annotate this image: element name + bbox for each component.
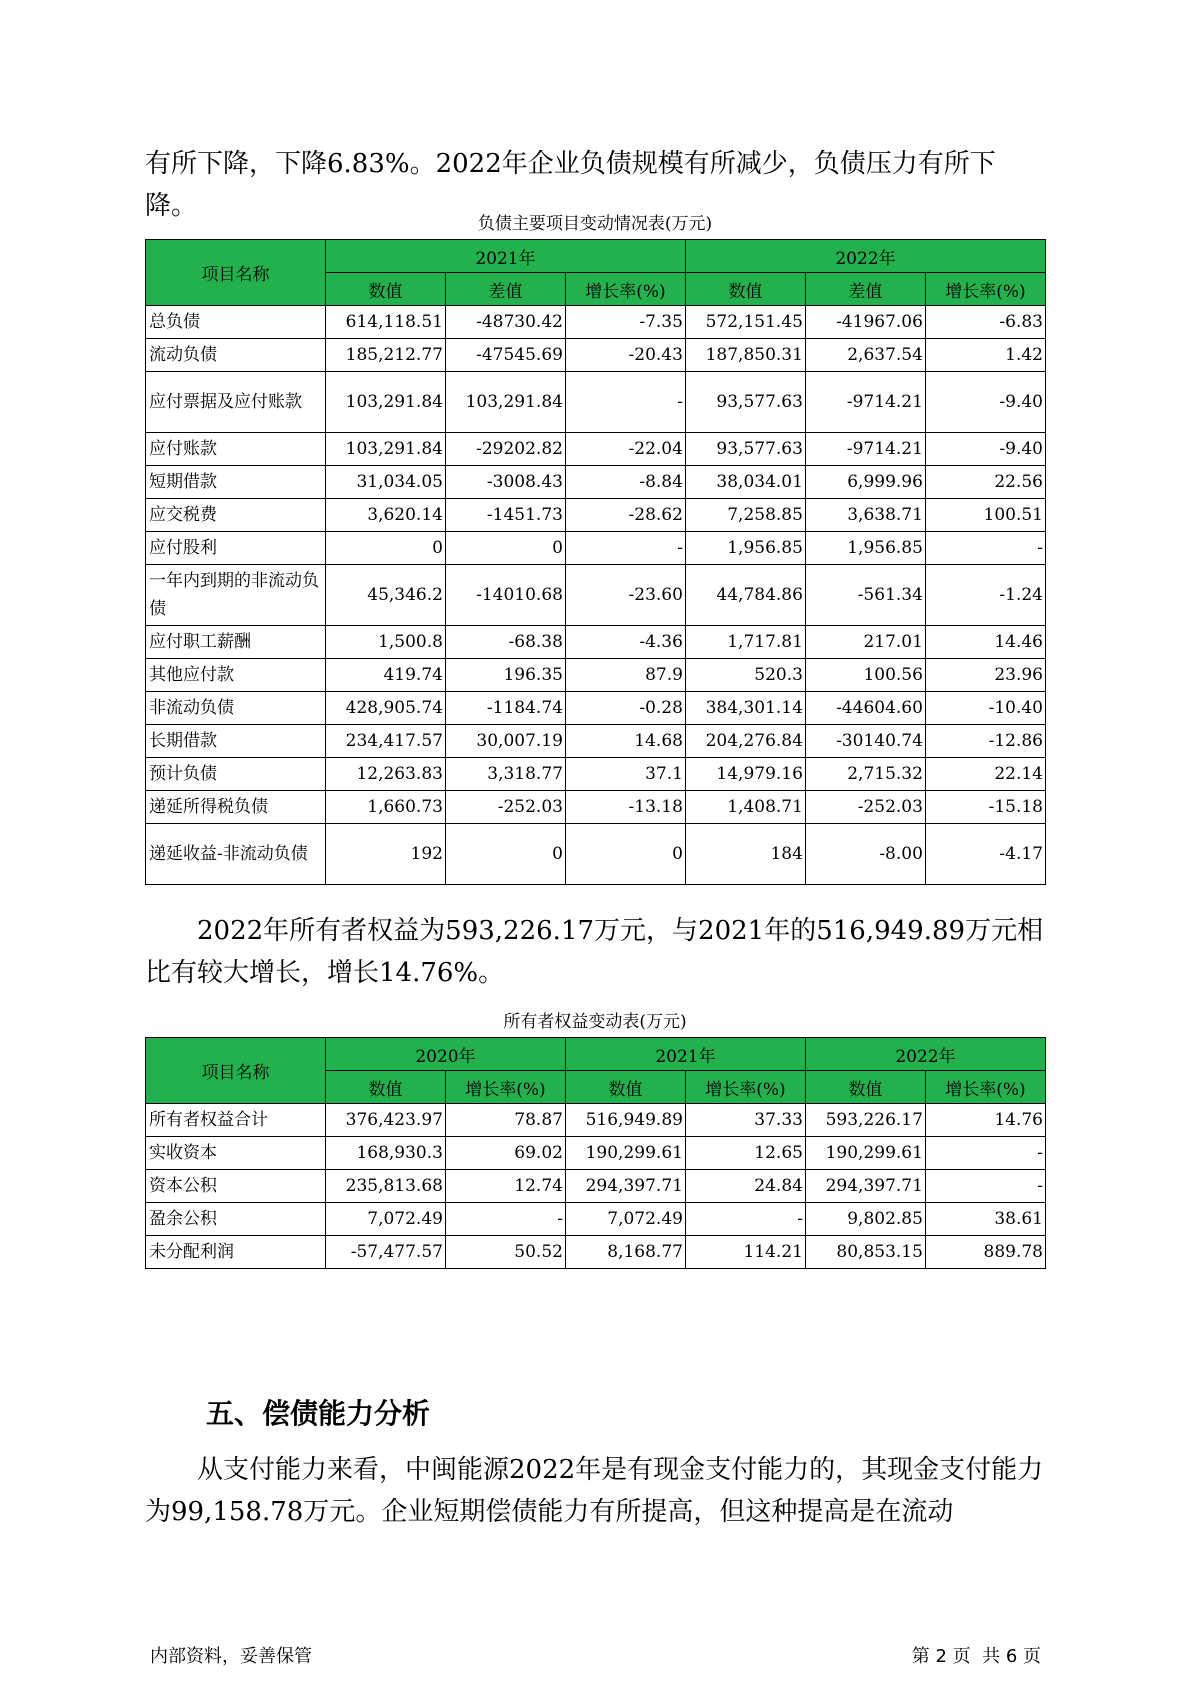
table-cell: 38.61 — [925, 1203, 1045, 1236]
table-cell: 294,397.71 — [565, 1170, 685, 1203]
sub-header: 数值 — [325, 1071, 445, 1104]
table-row — [146, 1170, 1046, 1203]
table-row — [146, 499, 1046, 532]
table-cell: 37.1 — [565, 758, 685, 791]
table-cell: 44,784.86 — [685, 565, 805, 626]
sub-header: 数值 — [325, 273, 445, 306]
table-cell: -30140.74 — [805, 725, 925, 758]
table-cell: -3008.43 — [445, 466, 565, 499]
footer-confidential-note: 内部资料，妥善保管 — [150, 1646, 312, 1667]
table-cell: 6,999.96 — [805, 466, 925, 499]
table-cell: 103,291.84 — [325, 433, 445, 466]
table-row — [146, 1104, 1046, 1137]
table-cell: -8.00 — [805, 824, 925, 885]
table-row — [146, 824, 1046, 885]
table-cell: 217.01 — [805, 626, 925, 659]
table-cell: 185,212.77 — [325, 339, 445, 372]
table-cell: 1,956.85 — [685, 532, 805, 565]
table-cell: 12.65 — [685, 1137, 805, 1170]
footer-page-number: 第 2 页 共 6 页 — [911, 1646, 1041, 1667]
table-cell: -7.35 — [565, 306, 685, 339]
table-row — [146, 1236, 1046, 1269]
row-item-name: 一年内到期的非流动负债 — [146, 565, 326, 626]
row-item-name: 所有者权益合计 — [146, 1104, 326, 1137]
table-cell: 80,853.15 — [805, 1236, 925, 1269]
table-cell: 7,072.49 — [325, 1203, 445, 1236]
table-cell: -68.38 — [445, 626, 565, 659]
table-cell: -9.40 — [925, 372, 1045, 433]
table-cell: 384,301.14 — [685, 692, 805, 725]
item-name-header: 项目名称 — [146, 240, 326, 306]
table-row — [146, 659, 1046, 692]
table-row — [146, 791, 1046, 824]
table-cell: 14.46 — [925, 626, 1045, 659]
sub-header: 增长率(%) — [685, 1071, 805, 1104]
table-cell: 7,258.85 — [685, 499, 805, 532]
table-cell: - — [565, 372, 685, 433]
table-cell: 1,408.71 — [685, 791, 805, 824]
table-cell: 1,500.8 — [325, 626, 445, 659]
table-cell: -57,477.57 — [325, 1236, 445, 1269]
table-cell: 572,151.45 — [685, 306, 805, 339]
table-cell: 1.42 — [925, 339, 1045, 372]
table-cell: 78.87 — [445, 1104, 565, 1137]
table-cell: -1451.73 — [445, 499, 565, 532]
table-cell: - — [685, 1203, 805, 1236]
table-cell: 889.78 — [925, 1236, 1045, 1269]
sub-header: 增长率(%) — [445, 1071, 565, 1104]
table-cell: 1,660.73 — [325, 791, 445, 824]
table-cell: 0 — [445, 532, 565, 565]
equity-table-caption: 所有者权益变动表(万元) — [503, 1012, 687, 1032]
sub-header: 数值 — [805, 1071, 925, 1104]
table-cell: - — [925, 1137, 1045, 1170]
table-cell: 9,802.85 — [805, 1203, 925, 1236]
table-cell: -1184.74 — [445, 692, 565, 725]
sub-header: 差值 — [445, 273, 565, 306]
table-cell: 1,717.81 — [685, 626, 805, 659]
table-cell: -13.18 — [565, 791, 685, 824]
table-cell: 31,034.05 — [325, 466, 445, 499]
table-row — [146, 433, 1046, 466]
sub-header: 数值 — [565, 1071, 685, 1104]
table-cell: 190,299.61 — [805, 1137, 925, 1170]
table-cell: 3,620.14 — [325, 499, 445, 532]
table-cell: 2,637.54 — [805, 339, 925, 372]
table-cell: 7,072.49 — [565, 1203, 685, 1236]
table-row — [146, 466, 1046, 499]
sub-header: 增长率(%) — [565, 273, 685, 306]
table-cell: 22.56 — [925, 466, 1045, 499]
sub-header: 数值 — [685, 273, 805, 306]
table-cell: -561.34 — [805, 565, 925, 626]
table-cell: 14.76 — [925, 1104, 1045, 1137]
row-item-name: 非流动负债 — [146, 692, 326, 725]
row-item-name: 总负债 — [146, 306, 326, 339]
table-cell: 168,930.3 — [325, 1137, 445, 1170]
table-cell: -9714.21 — [805, 433, 925, 466]
item-name-header: 项目名称 — [146, 1038, 326, 1104]
table-cell: -10.40 — [925, 692, 1045, 725]
table-cell: 93,577.63 — [685, 372, 805, 433]
table-cell: -4.36 — [565, 626, 685, 659]
year-header-2021: 2021年 — [325, 240, 685, 273]
table-cell: 294,397.71 — [805, 1170, 925, 1203]
table-cell: -1.24 — [925, 565, 1045, 626]
table-row — [146, 306, 1046, 339]
table-cell: 376,423.97 — [325, 1104, 445, 1137]
table-cell: 593,226.17 — [805, 1104, 925, 1137]
sub-header: 差值 — [805, 273, 925, 306]
table-cell: -41967.06 — [805, 306, 925, 339]
table-row — [146, 758, 1046, 791]
table-cell: -47545.69 — [445, 339, 565, 372]
row-item-name: 短期借款 — [146, 466, 326, 499]
row-item-name: 应交税费 — [146, 499, 326, 532]
row-item-name: 应付职工薪酬 — [146, 626, 326, 659]
equity-table — [145, 1037, 1046, 1269]
table-cell: -28.62 — [565, 499, 685, 532]
section-heading: 五、偿债能力分析 — [206, 1397, 431, 1430]
table-cell: 24.84 — [685, 1170, 805, 1203]
table-cell: 14.68 — [565, 725, 685, 758]
table-cell: -252.03 — [805, 791, 925, 824]
table-cell: 114.21 — [685, 1236, 805, 1269]
row-item-name: 长期借款 — [146, 725, 326, 758]
table-cell: -29202.82 — [445, 433, 565, 466]
table-cell: 419.74 — [325, 659, 445, 692]
row-item-name: 预计负债 — [146, 758, 326, 791]
row-item-name: 资本公积 — [146, 1170, 326, 1203]
table-cell: 45,346.2 — [325, 565, 445, 626]
table-row — [146, 532, 1046, 565]
table-cell: 69.02 — [445, 1137, 565, 1170]
table-cell: -48730.42 — [445, 306, 565, 339]
table-row — [146, 725, 1046, 758]
table-cell: -23.60 — [565, 565, 685, 626]
sub-header: 增长率(%) — [925, 1071, 1045, 1104]
table-cell: - — [925, 532, 1045, 565]
table-cell: 234,417.57 — [325, 725, 445, 758]
table-cell: 192 — [325, 824, 445, 885]
table-cell: -15.18 — [925, 791, 1045, 824]
table-cell: -9714.21 — [805, 372, 925, 433]
table-row — [146, 339, 1046, 372]
table-cell: -44604.60 — [805, 692, 925, 725]
table-cell: 23.96 — [925, 659, 1045, 692]
table-cell: 103,291.84 — [445, 372, 565, 433]
table-cell: 1,956.85 — [805, 532, 925, 565]
table-cell: -6.83 — [925, 306, 1045, 339]
table-cell: -22.04 — [565, 433, 685, 466]
table-cell: 12.74 — [445, 1170, 565, 1203]
table-cell: 0 — [325, 532, 445, 565]
liability-table-caption: 负债主要项目变动情况表(万元) — [477, 214, 713, 234]
table-cell: 100.56 — [805, 659, 925, 692]
table-cell: 8,168.77 — [565, 1236, 685, 1269]
year-header-2022: 2022年 — [805, 1038, 1045, 1071]
row-item-name: 递延所得税负债 — [146, 791, 326, 824]
row-item-name: 其他应付款 — [146, 659, 326, 692]
table-cell: 204,276.84 — [685, 725, 805, 758]
row-item-name: 应付账款 — [146, 433, 326, 466]
row-item-name: 盈余公积 — [146, 1203, 326, 1236]
row-item-name: 应付票据及应付账款 — [146, 372, 326, 433]
table-row — [146, 1203, 1046, 1236]
year-header-2020: 2020年 — [325, 1038, 565, 1071]
table-cell: 30,007.19 — [445, 725, 565, 758]
table-cell: 187,850.31 — [685, 339, 805, 372]
table-cell: 0 — [445, 824, 565, 885]
table-cell: 38,034.01 — [685, 466, 805, 499]
paragraph-solvency: 从支付能力来看，中闽能源2022年是有现金支付能力的，其现金支付能力为99,158.78万元。企业短期偿债能力有所提高，但这种提高是在流动 — [145, 1455, 1044, 1527]
table-cell: -252.03 — [445, 791, 565, 824]
table-cell: -0.28 — [565, 692, 685, 725]
row-item-name: 递延收益-非流动负债 — [146, 824, 326, 885]
table-row — [146, 565, 1046, 626]
table-cell: 103,291.84 — [325, 372, 445, 433]
table-cell: 0 — [565, 824, 685, 885]
table-cell: 3,638.71 — [805, 499, 925, 532]
row-item-name: 流动负债 — [146, 339, 326, 372]
year-header-2021: 2021年 — [565, 1038, 805, 1071]
table-row — [146, 626, 1046, 659]
year-header-2022: 2022年 — [685, 240, 1045, 273]
table-row — [146, 1137, 1046, 1170]
row-item-name: 未分配利润 — [146, 1236, 326, 1269]
sub-header: 增长率(%) — [925, 273, 1045, 306]
table-cell: 87.9 — [565, 659, 685, 692]
table-cell: 2,715.32 — [805, 758, 925, 791]
table-cell: 614,118.51 — [325, 306, 445, 339]
table-cell: - — [565, 532, 685, 565]
paragraph-continuation: 有所下降，下降6.83%。2022年企业负债规模有所减少，负债压力有所下降。 — [145, 149, 996, 221]
table-cell: 37.33 — [685, 1104, 805, 1137]
table-cell: -12.86 — [925, 725, 1045, 758]
table-cell: 235,813.68 — [325, 1170, 445, 1203]
table-cell: -20.43 — [565, 339, 685, 372]
table-row — [146, 692, 1046, 725]
table-cell: 190,299.61 — [565, 1137, 685, 1170]
table-row — [146, 372, 1046, 433]
table-cell: 22.14 — [925, 758, 1045, 791]
paragraph-equity-summary: 2022年所有者权益为593,226.17万元，与2021年的516,949.89万元相比有较大增长，增长14.76%。 — [145, 916, 1044, 988]
table-cell: 50.52 — [445, 1236, 565, 1269]
table-cell: 3,318.77 — [445, 758, 565, 791]
table-cell: 184 — [685, 824, 805, 885]
table-cell: -8.84 — [565, 466, 685, 499]
table-cell: 196.35 — [445, 659, 565, 692]
table-cell: - — [925, 1170, 1045, 1203]
table-cell: 428,905.74 — [325, 692, 445, 725]
liability-table — [145, 239, 1046, 885]
table-cell: - — [445, 1203, 565, 1236]
row-item-name: 实收资本 — [146, 1137, 326, 1170]
table-cell: 14,979.16 — [685, 758, 805, 791]
table-cell: -9.40 — [925, 433, 1045, 466]
table-cell: -4.17 — [925, 824, 1045, 885]
row-item-name: 应付股利 — [146, 532, 326, 565]
table-cell: 520.3 — [685, 659, 805, 692]
table-cell: -14010.68 — [445, 565, 565, 626]
table-cell: 516,949.89 — [565, 1104, 685, 1137]
table-cell: 93,577.63 — [685, 433, 805, 466]
table-cell: 12,263.83 — [325, 758, 445, 791]
table-cell: 100.51 — [925, 499, 1045, 532]
